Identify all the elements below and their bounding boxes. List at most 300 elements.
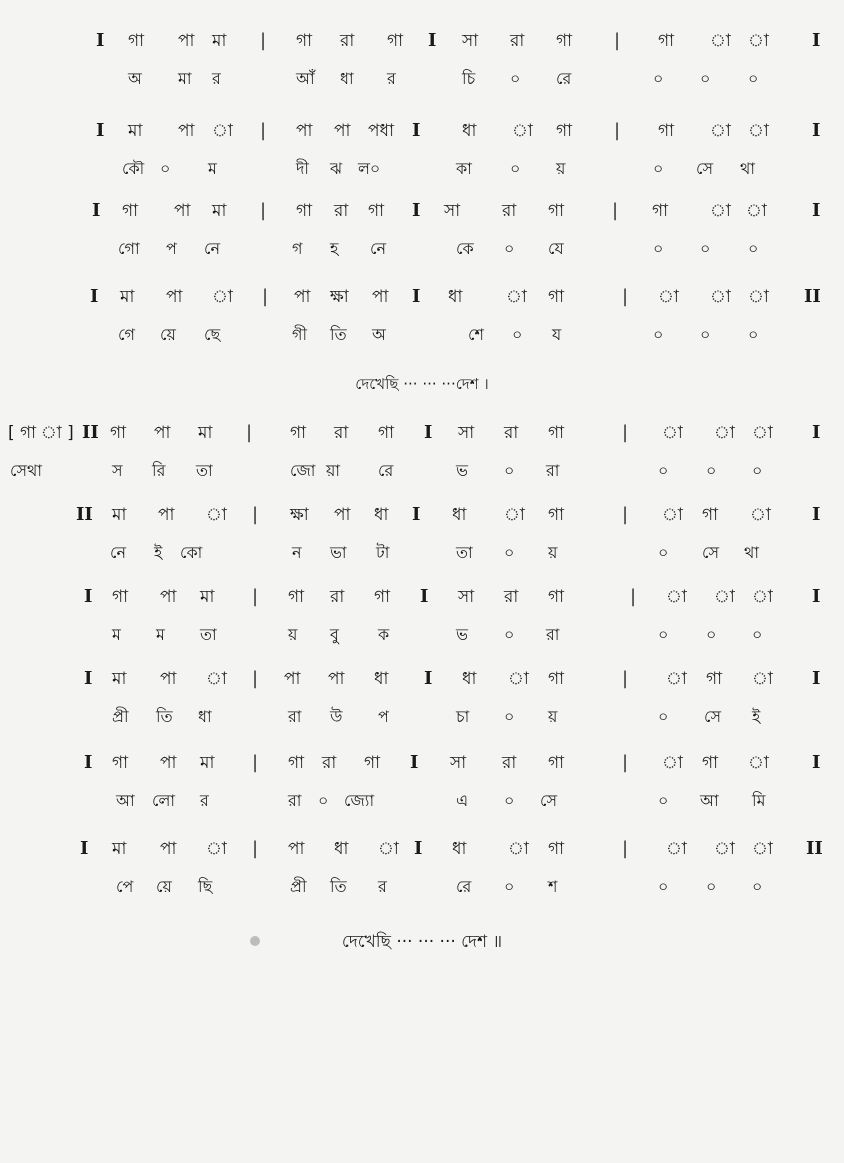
beat-divider: | xyxy=(252,586,259,607)
bar-line: I xyxy=(80,838,89,859)
lyric-syllable: য xyxy=(552,325,562,344)
beat-divider: | xyxy=(622,286,629,307)
swara-note: া xyxy=(746,201,767,221)
lyric-syllable: ছে xyxy=(204,325,221,344)
lyric-syllable: হ xyxy=(330,239,339,258)
swara-note: গা xyxy=(548,753,565,773)
swara-note: মা xyxy=(212,31,227,51)
swara-note: পা xyxy=(154,423,171,443)
lyric-syllable: ০ xyxy=(653,159,664,178)
swara-note: গা xyxy=(288,587,305,607)
swara-note: া xyxy=(506,287,527,307)
lyric-syllable: প xyxy=(166,239,177,258)
swara-note: রা xyxy=(340,31,355,51)
bar-line: II xyxy=(82,422,99,443)
beat-divider: | xyxy=(252,504,259,525)
swara-note: পা xyxy=(166,287,183,307)
lyric-syllable: রা xyxy=(288,791,302,810)
lyric-syllable: কে xyxy=(456,239,474,258)
swara-note: ধা xyxy=(448,287,463,307)
lyric-syllable: তি xyxy=(330,877,347,896)
beat-divider: | xyxy=(246,422,253,443)
swara-note: ক্ষা xyxy=(290,505,309,525)
lyric-syllable: প্রী xyxy=(112,707,129,726)
refrain-line-2: দেখেছি ··· ··· ··· দেশ ॥ xyxy=(341,932,503,952)
lyric-syllable: কৌ xyxy=(122,159,145,178)
lyric-syllable: ০ xyxy=(504,707,515,726)
lyric-syllable: রা xyxy=(288,707,302,726)
swara-note: া xyxy=(504,505,525,525)
bar-line: I xyxy=(424,422,433,443)
lyric-syllable: ০ xyxy=(748,69,759,88)
refrain-line-1: দেখেছি ··· ··· ···দেশ । xyxy=(355,375,489,393)
lyric-syllable: আ xyxy=(700,791,719,810)
lyric-row xyxy=(0,620,844,650)
swara-note: া xyxy=(378,839,399,859)
lyric-syllable: ই xyxy=(154,543,163,562)
notation-row xyxy=(0,26,844,56)
lyric-syllable: তা xyxy=(196,461,213,480)
lyric-syllable: ০ xyxy=(504,239,515,258)
lyric-syllable: অ xyxy=(128,69,142,88)
bar-line: I xyxy=(84,668,93,689)
lyric-syllable: পে xyxy=(116,877,134,896)
notation-row xyxy=(0,748,844,778)
swara-note: সা xyxy=(444,201,461,221)
lyric-syllable: য়া xyxy=(326,461,341,480)
beat-divider: | xyxy=(252,752,259,773)
swara-note: া xyxy=(752,587,773,607)
bar-line: I xyxy=(96,120,105,141)
swara-note: া xyxy=(748,287,769,307)
swara-note: গা xyxy=(296,31,313,51)
lyric-syllable: চি xyxy=(462,69,476,88)
swara-note: গা xyxy=(658,31,675,51)
swara-note: গা xyxy=(556,31,573,51)
notation-row xyxy=(0,116,844,146)
lyric-syllable: ০ xyxy=(658,707,669,726)
swara-note: গা xyxy=(658,121,675,141)
bar-line: I xyxy=(424,668,433,689)
bar-line: I xyxy=(414,838,423,859)
swara-note: া xyxy=(752,423,773,443)
lyric-syllable: ০ xyxy=(700,325,711,344)
swara-note: গা xyxy=(364,753,381,773)
lyric-syllable: ধা xyxy=(198,707,212,726)
lyric-syllable: ০ xyxy=(658,461,669,480)
lyric-syllable: সেথা xyxy=(10,461,43,480)
beat-divider: | xyxy=(622,504,629,525)
bar-line: I xyxy=(812,422,821,443)
swara-note: রা xyxy=(330,587,345,607)
swara-note: মা xyxy=(200,753,215,773)
swara-note: গা xyxy=(378,423,395,443)
bar-line: I xyxy=(812,504,821,525)
lyric-syllable: ০ xyxy=(658,543,669,562)
lyric-syllable: ম xyxy=(208,159,217,178)
lyric-row xyxy=(0,64,844,94)
bar-line: I xyxy=(92,200,101,221)
swara-note: া xyxy=(714,423,735,443)
swara-note: গা xyxy=(374,587,391,607)
swara-note: পা xyxy=(160,839,177,859)
lyric-row xyxy=(0,786,844,816)
bar-line: I xyxy=(412,504,421,525)
lyric-syllable: জো xyxy=(290,461,316,480)
swara-note: গা xyxy=(110,423,127,443)
bar-line: I xyxy=(96,30,105,51)
swara-note: া xyxy=(666,669,687,689)
lyric-syllable: ভ xyxy=(456,461,468,480)
swara-note: া xyxy=(710,121,731,141)
lyric-syllable: ০ xyxy=(658,791,669,810)
lyric-syllable: ভা xyxy=(330,543,347,562)
swara-note: া xyxy=(206,505,227,525)
lyric-syllable: ০ xyxy=(653,239,664,258)
lyric-syllable: তি xyxy=(330,325,347,344)
page-speck xyxy=(250,936,260,946)
beat-divider: | xyxy=(614,120,621,141)
swara-note: রা xyxy=(334,423,349,443)
swara-note: গা xyxy=(548,839,565,859)
swara-note: পা xyxy=(328,669,345,689)
swara-note: রা xyxy=(502,201,517,221)
swara-note: গা xyxy=(387,31,404,51)
swara-note: ধা xyxy=(452,505,467,525)
bar-line: I xyxy=(412,286,421,307)
swara-note: পা xyxy=(178,31,195,51)
swara-note: া xyxy=(662,423,683,443)
bar-line: I xyxy=(84,586,93,607)
swara-note: পা xyxy=(334,505,351,525)
lyric-syllable: শে xyxy=(468,325,484,344)
lyric-syllable: ০ xyxy=(504,625,515,644)
swara-note: া xyxy=(710,201,731,221)
lyric-syllable: রা xyxy=(546,625,560,644)
swara-note: গা xyxy=(702,505,719,525)
lyric-syllable: গে xyxy=(118,325,135,344)
lyric-syllable: ক xyxy=(378,625,390,644)
swara-note: সা xyxy=(458,587,475,607)
lyric-syllable: টা xyxy=(376,543,390,562)
lyric-syllable: উ xyxy=(330,707,343,726)
lyric-syllable: র xyxy=(387,69,396,88)
lyric-syllable: এ xyxy=(456,791,469,810)
lyric-syllable: ০ xyxy=(160,159,171,178)
lyric-syllable: ম xyxy=(112,625,121,644)
swara-note: মা xyxy=(112,505,127,525)
lyric-syllable: ০ xyxy=(504,461,515,480)
swara-note: পা xyxy=(178,121,195,141)
swara-note: গা xyxy=(290,423,307,443)
swara-note: গা xyxy=(702,753,719,773)
swara-note: ধা xyxy=(462,121,477,141)
swara-note: া xyxy=(710,287,731,307)
swara-note: [ গা া ] xyxy=(8,423,74,443)
lyric-syllable: ঝ xyxy=(330,159,343,178)
beat-divider: | xyxy=(252,838,259,859)
swara-note: গা xyxy=(548,287,565,307)
bar-line: II xyxy=(804,286,821,307)
lyric-row xyxy=(0,872,844,902)
swara-note: মা xyxy=(112,669,127,689)
lyric-syllable: তা xyxy=(456,543,473,562)
swara-note: া xyxy=(662,753,683,773)
bar-line: I xyxy=(812,668,821,689)
lyric-syllable: ০ xyxy=(748,239,759,258)
beat-divider: | xyxy=(622,752,629,773)
notation-row xyxy=(0,196,844,226)
swara-note: া xyxy=(212,121,233,141)
swara-note: া xyxy=(662,505,683,525)
lyric-syllable: ০ xyxy=(512,325,523,344)
swara-note: া xyxy=(710,31,731,51)
lyric-syllable: গী xyxy=(292,325,308,344)
lyric-syllable: কো xyxy=(180,543,203,562)
swara-note: গা xyxy=(288,753,305,773)
notation-row xyxy=(0,418,844,448)
swara-note: গা xyxy=(368,201,385,221)
swara-note: া xyxy=(666,587,687,607)
lyric-syllable: ০ xyxy=(510,69,521,88)
lyric-syllable: ০ xyxy=(504,877,515,896)
swara-note: সা xyxy=(458,423,475,443)
beat-divider: | xyxy=(630,586,637,607)
swara-note: মা xyxy=(112,839,127,859)
lyric-syllable: থা xyxy=(740,159,756,178)
lyric-syllable: গ xyxy=(292,239,303,258)
lyric-syllable: কা xyxy=(456,159,472,178)
swara-note: রা xyxy=(322,753,337,773)
lyric-row xyxy=(0,456,844,486)
swara-note: া xyxy=(748,121,769,141)
beat-divider: | xyxy=(262,286,269,307)
swara-note: পা xyxy=(334,121,351,141)
bar-line: I xyxy=(84,752,93,773)
lyric-row xyxy=(0,320,844,350)
swara-note: া xyxy=(714,839,735,859)
lyric-syllable: ০ xyxy=(752,625,763,644)
bar-line: I xyxy=(428,30,437,51)
lyric-syllable: ০ xyxy=(504,543,515,562)
notation-row xyxy=(0,834,844,864)
swara-note: া xyxy=(206,669,227,689)
lyric-syllable: সে xyxy=(540,791,558,810)
lyric-syllable: আঁ xyxy=(296,69,315,88)
lyric-row xyxy=(0,538,844,568)
swara-note: ধা xyxy=(374,669,389,689)
swara-note: া xyxy=(508,839,529,859)
beat-divider: | xyxy=(614,30,621,51)
lyric-syllable: ল০ xyxy=(358,159,381,178)
lyric-row xyxy=(0,154,844,184)
lyric-syllable: ০ xyxy=(510,159,521,178)
lyric-syllable: য় xyxy=(556,159,566,178)
lyric-syllable: অ xyxy=(372,325,386,344)
lyric-syllable: স xyxy=(112,461,123,480)
lyric-syllable: য়ে xyxy=(156,877,172,896)
beat-divider: | xyxy=(622,838,629,859)
lyric-syllable: ভ xyxy=(456,625,468,644)
swara-note: গা xyxy=(652,201,669,221)
lyric-syllable: ০ xyxy=(318,791,329,810)
swara-note: মা xyxy=(212,201,227,221)
swara-note: ক্ষা xyxy=(330,287,349,307)
lyric-syllable: বু xyxy=(330,625,339,644)
swara-note: মা xyxy=(200,587,215,607)
lyric-syllable: ধা xyxy=(340,69,354,88)
lyric-syllable: য় xyxy=(548,707,558,726)
lyric-syllable: ছি xyxy=(198,877,213,896)
lyric-syllable: র xyxy=(378,877,387,896)
beat-divider: | xyxy=(612,200,619,221)
swara-note: রা xyxy=(502,753,517,773)
lyric-syllable: য় xyxy=(548,543,558,562)
swara-note: রা xyxy=(510,31,525,51)
bar-line: I xyxy=(420,586,429,607)
bar-line: I xyxy=(812,30,821,51)
swara-note: গা xyxy=(112,587,129,607)
lyric-syllable: ০ xyxy=(700,69,711,88)
lyric-syllable: য় xyxy=(288,625,298,644)
lyric-syllable: যে xyxy=(548,239,564,258)
lyric-syllable: প xyxy=(378,707,389,726)
bar-line: I xyxy=(90,286,99,307)
beat-divider: | xyxy=(622,668,629,689)
swara-note: পা xyxy=(296,121,313,141)
swara-note: গা xyxy=(112,753,129,773)
lyric-row xyxy=(0,234,844,264)
swara-note: া xyxy=(752,839,773,859)
bar-line: I xyxy=(410,752,419,773)
swara-note: গা xyxy=(548,201,565,221)
swara-note: গা xyxy=(128,31,145,51)
lyric-syllable: ০ xyxy=(706,461,717,480)
swara-note: া xyxy=(752,669,773,689)
swara-note: সা xyxy=(450,753,467,773)
bar-line: I xyxy=(812,586,821,607)
bar-line: II xyxy=(806,838,823,859)
bar-line: I xyxy=(812,120,821,141)
lyric-syllable: রে xyxy=(556,69,572,88)
lyric-syllable: রে xyxy=(378,461,394,480)
lyric-syllable: রি xyxy=(152,461,166,480)
swara-note: ধা xyxy=(462,669,477,689)
lyric-syllable: লো xyxy=(152,791,176,810)
lyric-syllable: ০ xyxy=(706,625,717,644)
notation-row xyxy=(0,500,844,530)
lyric-syllable: নে xyxy=(370,239,387,258)
lyric-syllable: ০ xyxy=(653,325,664,344)
lyric-syllable: ন xyxy=(292,543,302,562)
swara-note: পধা xyxy=(368,121,394,141)
swara-note: া xyxy=(750,505,771,525)
lyric-syllable: ০ xyxy=(752,877,763,896)
lyric-syllable: ম xyxy=(156,625,165,644)
lyric-syllable: দী xyxy=(296,159,309,178)
swara-note: গা xyxy=(706,669,723,689)
beat-divider: | xyxy=(622,422,629,443)
swara-note: গা xyxy=(548,505,565,525)
lyric-syllable: রে xyxy=(456,877,472,896)
swara-note: গা xyxy=(556,121,573,141)
lyric-syllable: তি xyxy=(156,707,173,726)
swara-note: া xyxy=(212,287,233,307)
lyric-syllable: গো xyxy=(118,239,140,258)
bar-line: I xyxy=(412,120,421,141)
swara-note: া xyxy=(714,587,735,607)
swara-note: মা xyxy=(198,423,213,443)
swara-note: ধা xyxy=(334,839,349,859)
swara-note: মা xyxy=(120,287,135,307)
beat-divider: | xyxy=(252,668,259,689)
swara-note: পা xyxy=(160,753,177,773)
bar-line: I xyxy=(412,200,421,221)
swara-note: রা xyxy=(504,587,519,607)
beat-divider: | xyxy=(260,200,267,221)
notation-row xyxy=(0,664,844,694)
swara-note: সা xyxy=(462,31,479,51)
lyric-syllable: ০ xyxy=(658,877,669,896)
beat-divider: | xyxy=(260,30,267,51)
lyric-syllable: র xyxy=(200,791,209,810)
lyric-row xyxy=(0,702,844,732)
bar-line: I xyxy=(812,200,821,221)
lyric-syllable: নে xyxy=(204,239,221,258)
lyric-syllable: শ xyxy=(548,877,558,896)
lyric-syllable: সে xyxy=(696,159,714,178)
swara-note: ধা xyxy=(452,839,467,859)
swara-note: মা xyxy=(128,121,143,141)
lyric-syllable: ০ xyxy=(700,239,711,258)
lyric-syllable: মা xyxy=(178,69,192,88)
lyric-syllable: ই xyxy=(752,707,761,726)
lyric-syllable: ০ xyxy=(748,325,759,344)
swara-note: পা xyxy=(372,287,389,307)
swara-note: পা xyxy=(174,201,191,221)
lyric-syllable: য়ে xyxy=(160,325,176,344)
swara-note: রা xyxy=(504,423,519,443)
lyric-syllable: জ্যো xyxy=(344,791,375,810)
lyric-syllable: ০ xyxy=(653,69,664,88)
lyric-syllable: রা xyxy=(546,461,560,480)
swara-note: ধা xyxy=(374,505,389,525)
swara-note: পা xyxy=(284,669,301,689)
beat-divider: | xyxy=(260,120,267,141)
lyric-syllable: ০ xyxy=(752,461,763,480)
lyric-syllable: নে xyxy=(110,543,127,562)
lyric-syllable: সে xyxy=(704,707,722,726)
swara-note: গা xyxy=(122,201,139,221)
notation-row xyxy=(0,282,844,312)
swara-note: া xyxy=(748,31,769,51)
swara-note: গা xyxy=(296,201,313,221)
swara-note: গা xyxy=(548,423,565,443)
lyric-syllable: থা xyxy=(744,543,760,562)
lyric-syllable: র xyxy=(212,69,221,88)
swara-note: পা xyxy=(158,505,175,525)
notation-row xyxy=(0,582,844,612)
swara-note: া xyxy=(206,839,227,859)
lyric-syllable: তা xyxy=(200,625,217,644)
lyric-syllable: মি xyxy=(752,791,766,810)
swara-note: গা xyxy=(548,669,565,689)
lyric-syllable: ০ xyxy=(706,877,717,896)
swara-note: পা xyxy=(160,587,177,607)
swara-note: রা xyxy=(334,201,349,221)
lyric-syllable: আ xyxy=(116,791,135,810)
swara-note: পা xyxy=(288,839,305,859)
